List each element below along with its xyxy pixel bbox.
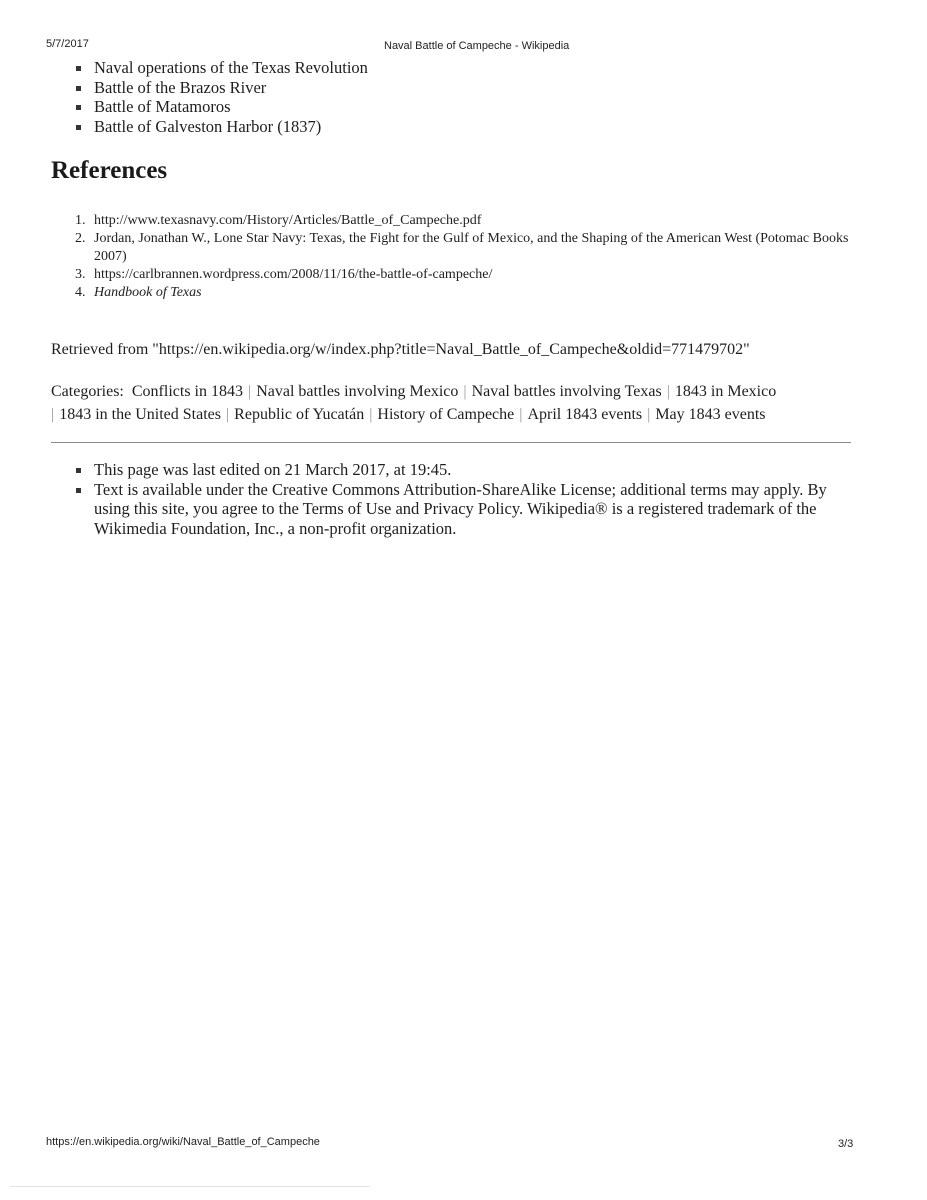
scan-edge-line: [10, 1186, 370, 1187]
print-footer-url: https://en.wikipedia.org/wiki/Naval_Battle_of_Campeche: [46, 1136, 320, 1148]
category-separator: |: [666, 383, 670, 400]
print-footer-page-number: 3/3: [838, 1138, 854, 1150]
reference-link[interactable]: http://www.texasnavy.com/History/Articles/Battle_of_Campeche.pdf: [94, 213, 482, 228]
see-also-list: [72, 58, 368, 136]
category-separator: |: [519, 406, 523, 423]
reference-item: [75, 284, 855, 302]
categories-label: Categories:: [51, 383, 124, 400]
print-header-date: 5/7/2017: [46, 38, 89, 50]
category-link[interactable]: April 1843 events: [527, 406, 643, 423]
reference-number: 3.: [75, 267, 86, 282]
reference-text: Jordan, Jonathan W., Lone Star Navy: Texas, the Fight for the Gulf of Mexico, and the Shaping of the American West (Potomac Books 2007): [94, 231, 849, 264]
reference-number: 4.: [75, 285, 86, 300]
category-link[interactable]: 1843 in the United States: [59, 406, 221, 423]
category-link[interactable]: Conflicts in 1843: [131, 383, 243, 400]
category-separator: |: [647, 406, 651, 423]
print-header-title: Naval Battle of Campeche - Wikipedia: [384, 40, 570, 52]
footer-license: Text is available under the Creative Commons Attribution-ShareAlike License; additional terms may apply. By using this site, you agree to the Terms of Use and Privacy Policy. Wikipedia® is a registered trademark of the Wikimedia Foundation, Inc., a non-profit organization.: [72, 480, 852, 539]
references-heading: References: [51, 157, 168, 184]
category-separator: |: [463, 383, 467, 400]
retrieved-from-line: Retrieved from "https://en.wikipedia.org/w/index.php?title=Naval_Battle_of_Campeche&oldid=771479702": [51, 341, 750, 358]
reference-item: [75, 266, 855, 284]
category-link[interactable]: Naval battles involving Texas: [471, 383, 662, 400]
references-list: [75, 212, 855, 302]
category-link[interactable]: Republic of Yucatán: [234, 406, 365, 423]
footer-divider: [51, 442, 851, 443]
category-separator: |: [369, 406, 373, 423]
category-separator: |: [225, 406, 230, 423]
reference-number: 1.: [75, 213, 86, 228]
category-link[interactable]: 1843 in Mexico: [674, 383, 777, 400]
category-link[interactable]: History of Campeche: [377, 406, 515, 423]
reference-link[interactable]: Handbook of Texas: [94, 285, 202, 300]
category-link[interactable]: May 1843 events: [655, 406, 766, 423]
footer-info-list: [72, 460, 852, 538]
footer-last-edited: This page was last edited on 21 March 2017, at 19:45.: [72, 460, 852, 480]
reference-number: 2.: [75, 231, 86, 246]
see-also-item[interactable]: Battle of the Brazos River: [72, 78, 368, 98]
categories-box: [51, 380, 851, 426]
reference-item: [75, 230, 855, 266]
category-separator: |: [51, 406, 55, 423]
see-also-item[interactable]: Naval operations of the Texas Revolution: [72, 58, 368, 78]
see-also-item[interactable]: Battle of Galveston Harbor (1837): [72, 117, 368, 137]
category-link[interactable]: Naval battles involving Mexico: [256, 383, 459, 400]
category-separator: |: [247, 383, 252, 400]
reference-link[interactable]: https://carlbrannen.wordpress.com/2008/11/16/the-battle-of-campeche/: [94, 267, 493, 282]
reference-item: [75, 212, 855, 230]
see-also-item[interactable]: Battle of Matamoros: [72, 97, 368, 117]
